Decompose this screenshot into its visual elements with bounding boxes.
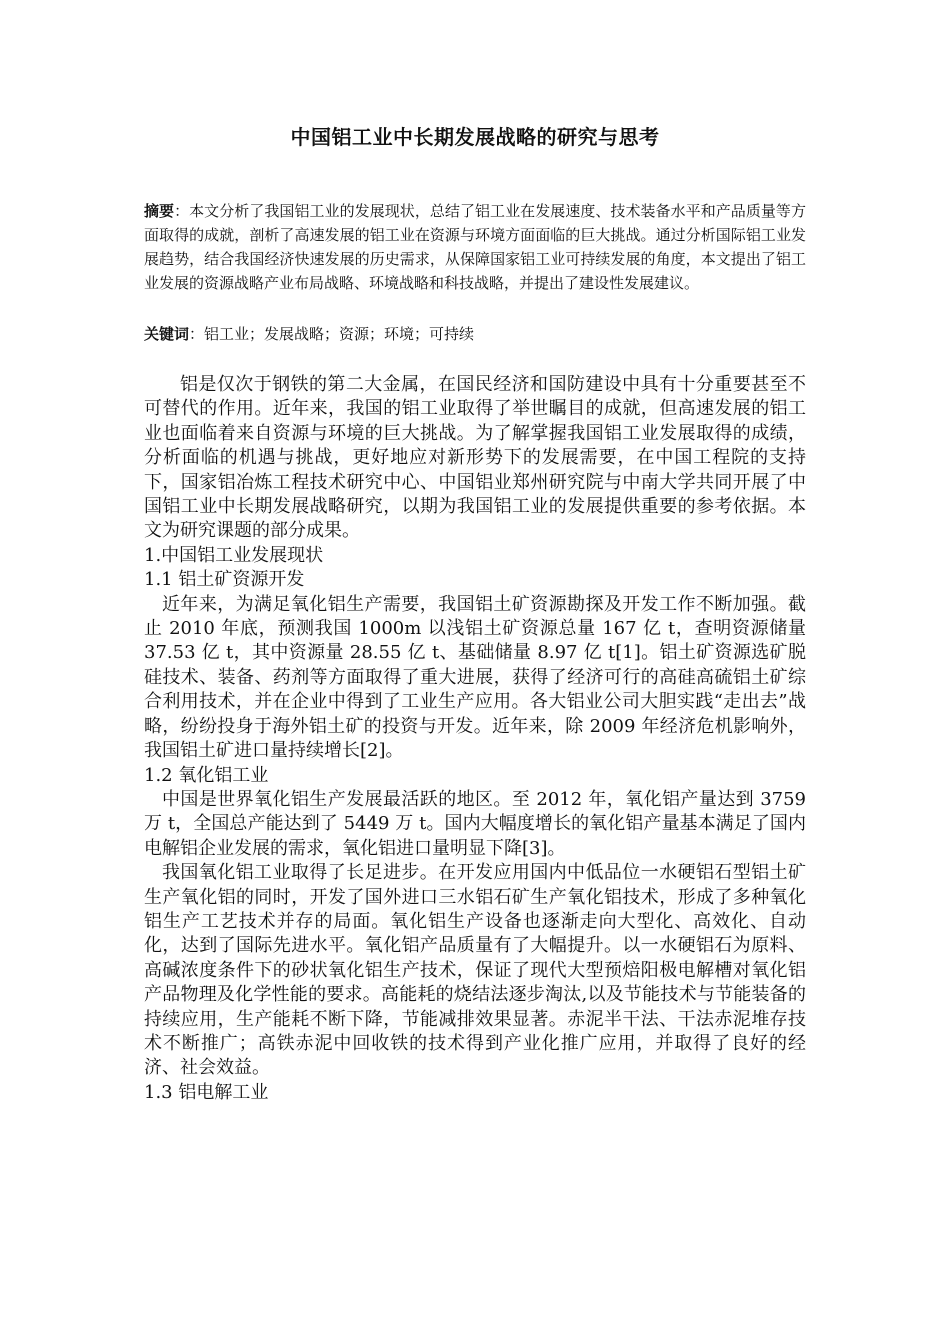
keywords-text: ：铝工业；发展战略；资源；环境；可持续 (189, 325, 475, 343)
abstract (144, 199, 806, 295)
abstract-text: ：本文分析了我国铝工业的发展现状，总结了铝工业在发展速度、技术装备水平和产品质量等方面取得的成就，剖析了高速发展的铝工业在资源与环境方面面临的巨大挑战。通过分析国际铝工业发展趋势，结合我国经济快速发展的历史需求，从保障国家铝工业可持续发展的角度，本文提出了铝工业发展的资源战略产业布局战略、环境战略和科技战略，并提出了建设性发展建议。 (144, 202, 806, 292)
section-1-3-heading: 1.3 铝电解工业 (144, 1081, 269, 1103)
section-1-2-heading: 1.2 氧化铝工业 (144, 764, 269, 786)
abstract-label: 摘要 (144, 202, 175, 220)
body-text (144, 373, 806, 1105)
section-1-1-heading: 1.1 铝土矿资源开发 (144, 569, 305, 591)
document-title: 中国铝工业中长期发展战略的研究与思考 (290, 125, 660, 149)
section-1-heading: 1.中国铝工业发展现状 (144, 544, 324, 566)
intro-paragraph: 铝是仅次于钢铁的第二大金属，在国民经济和国防建设中具有十分重要甚至不可替代的作用。近年来，我国的铝工业取得了举世瞩目的成就，但高速发展的铝工业也面临着来自资源与环境的巨大挑战。为了解掌握我国铝工业发展取得的成绩，分析面临的机遇与挑战，更好地应对新形势下的发展需要，在中国工程院的支持下，国家铝冶炼工程技术研究中心、中国铝业郑州研究院与中南大学共同开展了中国铝工业中长期发展战略研究，以期为我国铝工业的发展提供重要的参考依据。本文为研究课题的部分成果。 (144, 374, 806, 542)
keywords-label: 关键词 (144, 325, 190, 343)
section-1-2-paragraph-2: 我国氧化铝工业取得了长足进步。在开发应用国内中低品位一水硬铝石型铝土矿生产氧化铝的同时，开发了国外进口三水铝石矿生产氧化铝技术，形成了多种氧化铝生产工艺技术并存的局面。氧化铝生产设备也逐渐走向大型化、高效化、自动化，达到了国际先进水平。氧化铝产品质量有了大幅提升。以一水硬铝石为原料、高碱浓度条件下的砂状氧化铝生产技术，保证了现代大型预焙阳极电解槽对氧化铝产品物理及化学性能的要求。高能耗的烧结法逐步淘汰,以及节能技术与节能装备的持续应用，生产能耗不断下降，节能减排效果显著。赤泥半干法、干法赤泥堆存技术不断推广；高铁赤泥中回收铁的技术得到产业化推广应用，并取得了良好的经济、社会效益。 (144, 862, 806, 1079)
section-1-2-paragraph-1: 中国是世界氧化铝生产发展最活跃的地区。至 2012 年，氧化铝产量达到 3759 万 t，全国总产能达到了 5449 万 t。国内大幅度增长的氧化铝产量基本满足了国内电解铝企业发展的需求，氧化铝进口量明显下降[3]。 (144, 788, 806, 859)
section-1-1-paragraph: 近年来，为满足氧化铝生产需要，我国铝土矿资源勘探及开发工作不断加强。截止 2010 年底，预测我国 1000m 以浅铝土矿资源总量 167 亿 t，查明资源储量 37.53 亿 t，其中资源量 28.55 亿 t、基础储量 8.97 亿 t[1]。铝土矿资源选矿脱硅技术、装备、药剂等方面取得了重大进展，获得了经济可行的高硅高硫铝土矿综合利用技术，并在企业中得到了工业生产应用。各大铝业公司大胆实践“走出去”战略，纷纷投身于海外铝土矿的投资与开发。近年来，除 2009 年经济危机影响外，我国铝土矿进口量持续增长[2]。 (144, 593, 806, 762)
keywords (144, 322, 806, 346)
